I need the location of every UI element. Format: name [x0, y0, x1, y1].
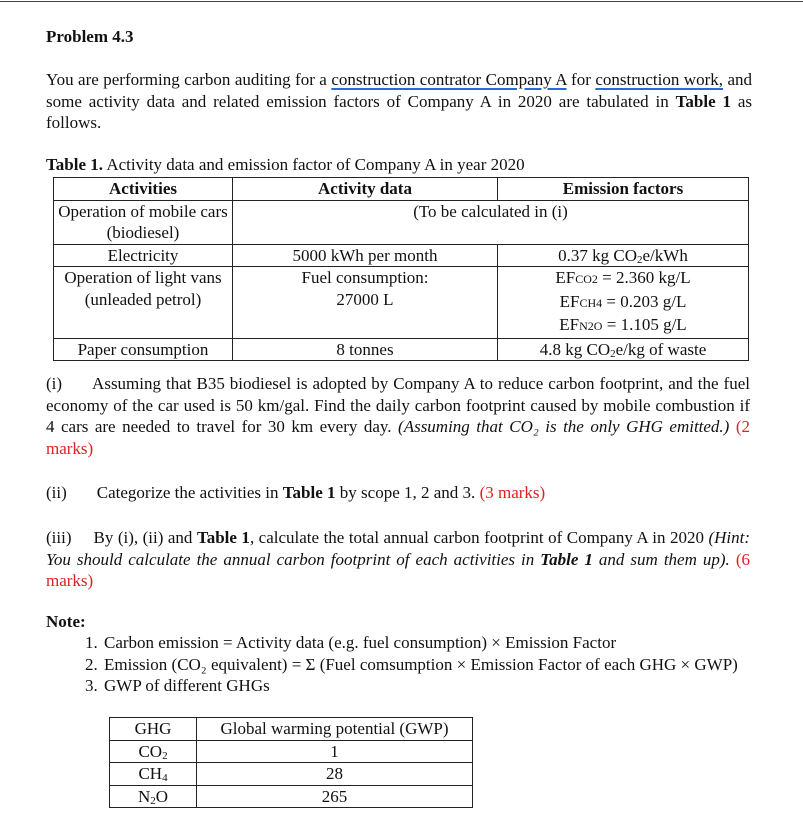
ghg: N: [137, 786, 151, 806]
gwp-table: [109, 717, 473, 808]
subscript: 2: [610, 347, 616, 360]
ef-cell: [498, 244, 749, 267]
table-ref: Table 1: [282, 483, 336, 502]
data-cell: 5000 kWh per month: [233, 244, 498, 267]
ef-sub: CH4: [579, 295, 603, 310]
activity-cell: Electricity: [54, 244, 233, 267]
ef-pre: EF: [559, 315, 580, 334]
header-ghg: GHG: [110, 718, 197, 741]
question-text: Assuming that B35 biodiesel is adopted by Company A to reduce carbon footprint, and the fuel economy of the car used is 50 km/gal. Find the daily carbon footprint caused by mobile combustion if 4 cars are needed to travel for 30 km every day.: [46, 374, 750, 436]
subscript: 2: [150, 794, 156, 807]
data-line: 27000 L: [336, 289, 394, 309]
table-ref: Table 1: [540, 549, 593, 569]
marks: (3 marks): [479, 483, 546, 502]
data-cell: [233, 267, 498, 339]
gwp-row: [110, 740, 473, 763]
ef-sub: CO2: [575, 272, 598, 286]
activity-cell: Operation of light vans (unleaded petrol): [54, 267, 233, 339]
activity-table: [53, 177, 749, 361]
marks: (2 marks): [46, 417, 751, 458]
ef-pre: EF: [559, 291, 580, 311]
question-text: , calculate the total annual carbon footprint of Company A in 2020: [249, 528, 709, 547]
ef-val: = 2.360 kg/L: [602, 268, 691, 287]
question-ii: [46, 482, 750, 504]
question-text: by scope 1, 2 and 3.: [335, 483, 480, 502]
intro-text: for: [566, 70, 596, 89]
gwp-row: [110, 763, 473, 786]
ghg: CO: [138, 741, 163, 761]
marks: (6 marks): [46, 549, 750, 590]
table-row: [54, 267, 749, 339]
header-activity-data: Activity data: [233, 178, 498, 201]
header-emission-factors: Emission factors: [498, 178, 749, 201]
table-row: [54, 200, 749, 244]
question-i: [46, 373, 750, 459]
data-cell: 8 tonnes: [233, 338, 498, 361]
ef-line: [498, 267, 748, 291]
note-item: 1. Carbon emission = Activity data (e.g. fuel consumption) × Emission Factor: [102, 632, 803, 654]
intro-text: and some activity data and related emission factors of Company A in 2020 are tabulated in: [46, 70, 752, 111]
caption-text: Activity data and emission factor of Company A in year 2020: [103, 155, 525, 174]
hint-text: (Hint: You should calculate the annual carbon footprint of each activities in: [46, 528, 750, 569]
merged-cell: (To be calculated in (i): [233, 200, 749, 244]
subscript: 2: [637, 253, 643, 266]
question-text: By (i), (ii) and: [93, 528, 197, 547]
ghg-cell: [110, 763, 197, 786]
note-item: 3. GWP of different GHGs: [102, 675, 803, 697]
table-ref: Table 1: [196, 528, 250, 547]
ghg: O: [155, 786, 169, 806]
ghg-cell: [110, 740, 197, 763]
caption-label: Table 1.: [46, 155, 104, 174]
question-iii: [46, 527, 750, 592]
table-row: [54, 244, 749, 267]
ef-pre: EF: [555, 268, 576, 287]
problem-title: Problem 4.3: [46, 27, 134, 46]
ef-text: 4.8 kg CO: [539, 339, 611, 359]
intro-paragraph: [46, 69, 752, 134]
activity-cell: Paper consumption: [54, 338, 233, 361]
table-header-row: [54, 178, 749, 201]
gwp-value: 28: [197, 763, 473, 786]
ghg-cell: [110, 785, 197, 808]
ef-cell: [498, 267, 749, 339]
data-line: Fuel consumption:: [301, 268, 429, 287]
top-border: [0, 1, 803, 2]
subscript: 4: [162, 772, 168, 784]
note-list: [46, 632, 803, 697]
gwp-header-row: [110, 718, 473, 741]
question-number: (i): [46, 374, 63, 393]
header-gwp: Global warming potential (GWP): [197, 718, 473, 741]
ef-text: e/kWh: [642, 245, 688, 265]
ef-val: = 0.203 g/L: [606, 291, 687, 311]
question-assumption: (Assuming that CO₂ is the only GHG emitted.): [398, 417, 730, 436]
gwp-value: 265: [197, 785, 473, 808]
ef-line: [498, 314, 748, 338]
hint-text: and sum them up).: [592, 549, 730, 569]
table1-caption: [46, 155, 525, 175]
activity-cell: Operation of mobile cars (biodiesel): [54, 200, 233, 244]
underlined-text: construction work,: [595, 70, 723, 89]
intro-text: You are performing carbon auditing for a: [46, 70, 332, 89]
ef-line: [498, 291, 748, 315]
ef-text: 0.37 kg CO: [558, 245, 638, 265]
question-text: Categorize the activities in: [96, 483, 283, 502]
table-row: [54, 338, 749, 361]
note-item: 2. Emission (CO₂ equivalent) = Σ (Fuel comsumption × Emission Factor of each GHG × GWP): [102, 654, 803, 676]
ef-text: e/kg of waste: [615, 339, 707, 359]
header-activities: Activities: [54, 178, 233, 201]
subscript: 2: [162, 749, 168, 762]
note-title: Note:: [46, 612, 86, 631]
ef-sub: N2O: [579, 319, 603, 333]
ghg: CH: [138, 764, 163, 783]
question-number: (iii): [46, 528, 72, 547]
ef-cell: [498, 338, 749, 361]
table-ref: Table 1: [675, 91, 731, 111]
question-number: (ii): [46, 483, 67, 502]
gwp-row: [110, 785, 473, 808]
gwp-value: 1: [197, 740, 473, 763]
ef-val: = 1.105 g/L: [606, 315, 687, 334]
intro-text: as follows.: [46, 91, 752, 132]
underlined-text: construction contrator Company A: [331, 70, 567, 89]
